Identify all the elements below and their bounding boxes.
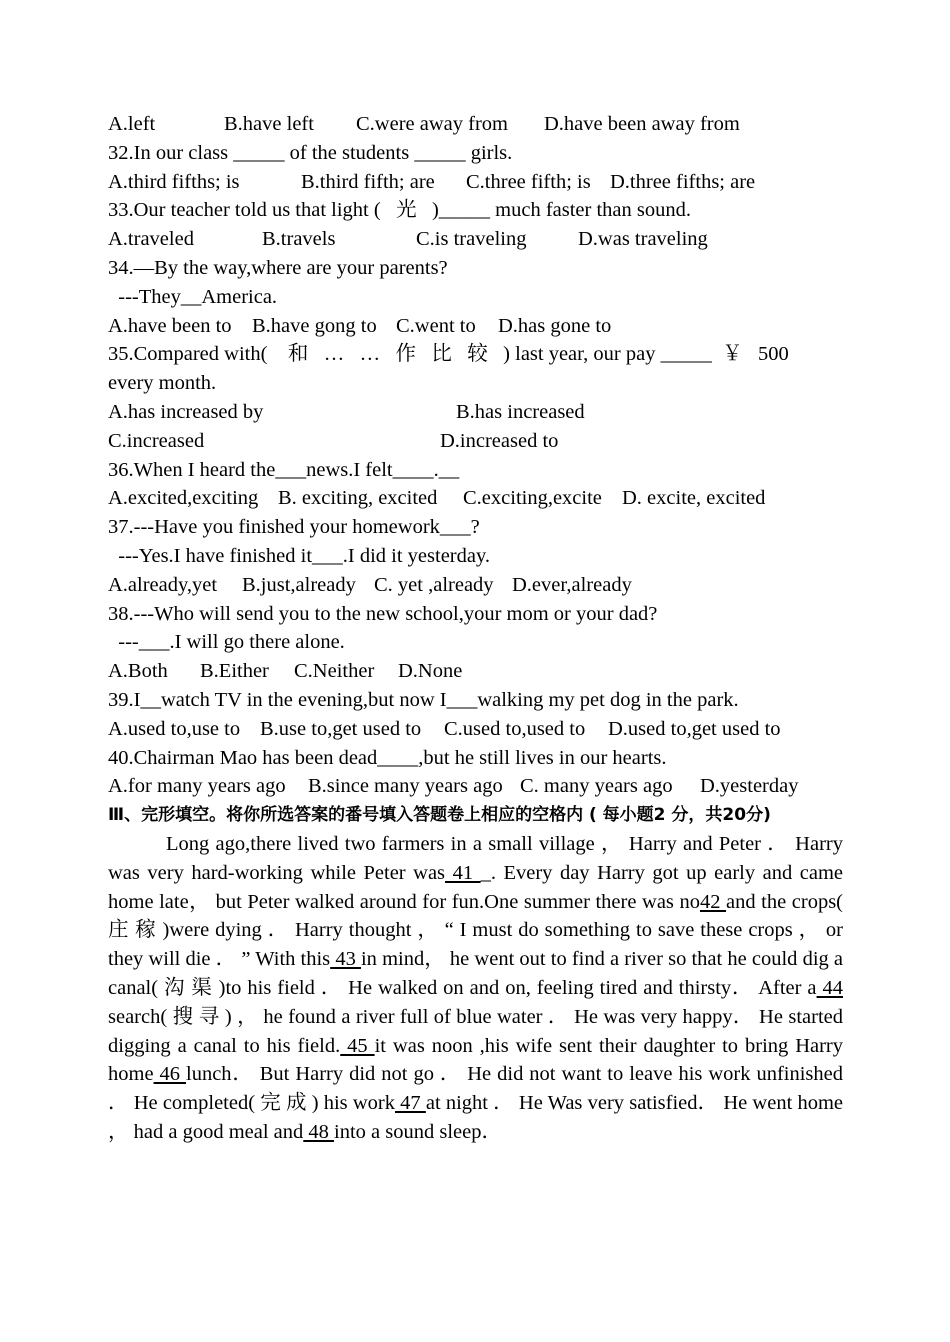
q32-option-a: A.third fifths; is: [108, 170, 240, 193]
passage-text: it was noon ,his wife sent their daughter to bring Harry home: [108, 1034, 844, 1086]
passage-text: at night ． He Was very satisfied． He went home ， had a good meal and: [108, 1092, 844, 1143]
q34-stem: 34.—By the way,where are your parents?: [108, 256, 448, 279]
q32-options: [108, 168, 843, 197]
q40-option-c: C. many years ago: [520, 775, 673, 798]
q38-option-c: C.Neither: [294, 660, 375, 683]
q37-stem: 37.---Have you finished your homework___?: [108, 516, 480, 539]
q35-option-b: B.has increased: [456, 400, 585, 423]
blank-46: 46: [153, 1063, 186, 1086]
q38-option-a: A.Both: [108, 660, 168, 683]
blank-45: 45: [340, 1034, 375, 1057]
blank-41: 41: [445, 861, 481, 884]
q34-option-a: A.have been to: [108, 314, 232, 337]
blank-42: 42: [699, 890, 727, 913]
q36-option-d: D. excite, excited: [622, 487, 766, 510]
q34-options: [108, 312, 843, 341]
q35-options-ab: [108, 398, 843, 427]
q39-options: [108, 715, 843, 744]
q38-option-d: D.None: [398, 660, 463, 683]
q34-option-b: B.have gong to: [252, 314, 377, 337]
passage-text: Long ago,there lived two farmers in a small village ， Harry and Peter ． Harry was very hard-working while Peter was: [108, 832, 843, 884]
q35-option-a: A.has increased by: [108, 400, 264, 423]
q33-option-d: D.was traveling: [578, 228, 708, 251]
q37-option-a: A.already,yet: [108, 573, 218, 596]
passage-text: into a sound sleep．: [334, 1120, 502, 1143]
q31-option-d: D.have been away from: [544, 113, 740, 135]
q36-option-c: C.exciting,excite: [463, 487, 602, 510]
q39-option-d: D.used to,get used to: [608, 717, 781, 740]
cloze-passage: [108, 830, 843, 1147]
q37-option-d: D.ever,already: [512, 573, 632, 596]
q39-stem: 39.I__watch TV in the evening,but now I___walking my pet dog in the park.: [108, 688, 739, 711]
q37-option-c: C. yet ,already: [374, 573, 494, 596]
q40-options: [108, 772, 843, 801]
q36-option-a: A.excited,exciting: [108, 487, 259, 510]
q33-option-b: B.travels: [262, 228, 336, 251]
q35-options-cd: [108, 427, 843, 456]
q33-stem: 33.Our teacher told us that light ( 光 )_____ much faster than sound.: [108, 199, 691, 222]
q40-option-b: B.since many years ago: [308, 775, 503, 798]
q36-options: [108, 484, 843, 513]
q40-option-a: A.for many years ago: [108, 775, 286, 798]
q37-option-b: B.just,already: [242, 573, 356, 596]
q31-option-b: B.have left: [224, 113, 314, 135]
q34-option-c: C.went to: [396, 314, 476, 337]
q36-option-b: B. exciting, excited: [278, 487, 438, 510]
section-3-heading: Ⅲ、完形填空。将你所选答案的番号填入答题卷上相应的空格内 ( 每小题2 分，共20分): [108, 805, 771, 826]
q37-options: [108, 571, 843, 600]
exam-page: [108, 110, 843, 1147]
passage-text: and the crops( 庄 稼 )were dying ． Harry thought ， “ I must do something to save these crops ， or they will die ． ” With this: [108, 890, 844, 971]
q35-option-c: C.increased: [108, 429, 205, 452]
blank-43: 43: [330, 948, 361, 971]
q39-option-a: A.used to,use to: [108, 717, 241, 740]
q34-option-d: D.has gone to: [498, 314, 612, 337]
q32-option-b: B.third fifth; are: [301, 170, 435, 193]
q31-option-c: C.were away from: [356, 113, 508, 135]
q31-option-a: A.left: [108, 113, 156, 135]
passage-text: search( 搜 寻 ) ， he found a river full of blue water ． He was very happy． He started digging a canal to his field.: [108, 1005, 843, 1057]
q37-answer-line: ---Yes.I have finished it___.I did it yesterday.: [108, 544, 491, 567]
q36-stem: 36.When I heard the___news.I felt____.__: [108, 458, 460, 481]
passage-text: in mind， he went out to find a river so that he could dig a canal( 沟 渠 )to his field ． He walked on and on, feeling tired and thirsty． After a: [108, 948, 844, 999]
q39-option-c: C.used to,used to: [444, 717, 586, 740]
q40-stem: 40.Chairman Mao has been dead____,but he still lives in our hearts.: [108, 746, 667, 769]
q38-options: [108, 657, 843, 686]
q33-option-a: A.traveled: [108, 228, 194, 251]
q32-stem: 32.In our class _____ of the students _____ girls.: [108, 141, 513, 164]
q38-option-b: B.Either: [200, 660, 269, 683]
q39-option-b: B.use to,get used to: [260, 717, 422, 740]
blank-48: 48: [303, 1120, 335, 1143]
blank-47: 47: [394, 1092, 426, 1115]
q32-option-d: D.three fifths; are: [610, 170, 756, 193]
q38-answer-line: ---___.I will go there alone.: [108, 631, 345, 654]
passage-text: _. Every day Harry got up early and came home late， but Peter walked around for fun.One summer there was no: [108, 861, 843, 913]
q35-stem: 35.Compared with( 和 … … 作 比 较 ) last year, our pay _____ ￥ 500: [108, 343, 789, 366]
q33-options: [108, 225, 843, 254]
q35-stem-continued: every month.: [108, 372, 217, 395]
q35-option-d: D.increased to: [440, 429, 559, 452]
q34-answer-line: ---They__America.: [108, 285, 278, 308]
q40-option-d: D.yesterday: [700, 775, 799, 798]
q31-options: [108, 110, 843, 139]
blank-44: 44: [816, 976, 843, 999]
q32-option-c: C.three fifth; is: [466, 170, 591, 193]
q33-option-c: C.is traveling: [416, 228, 527, 251]
q38-stem: 38.---Who will send you to the new school,your mom or your dad?: [108, 602, 658, 625]
passage-text: lunch． But Harry did not go ． He did not want to leave his work unfinished ． He completed( 完 成 ) his work: [108, 1063, 843, 1115]
